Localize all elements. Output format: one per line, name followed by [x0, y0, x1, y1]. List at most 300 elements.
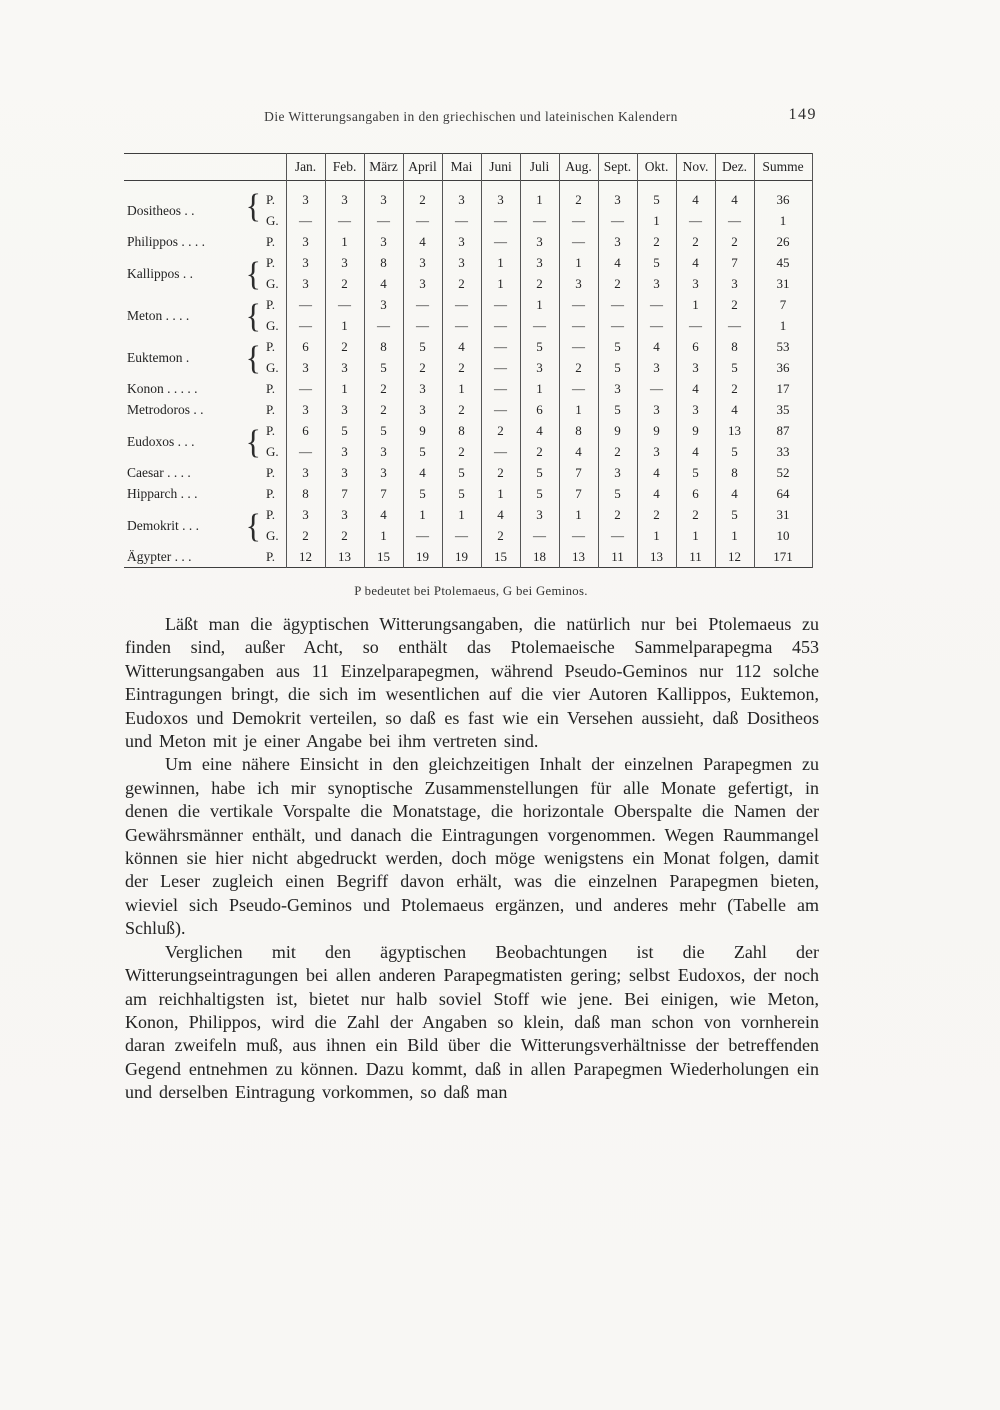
value-cell: 1 — [715, 526, 754, 547]
value-cell: 6 — [676, 337, 715, 358]
table-row — [124, 295, 812, 316]
value-cell: 2 — [559, 181, 598, 211]
value-cell: 2 — [598, 274, 637, 295]
value-cell: 7 — [715, 253, 754, 274]
value-cell: 18 — [520, 547, 559, 568]
value-cell: 1 — [559, 253, 598, 274]
row-name — [124, 463, 258, 484]
value-cell: 3 — [403, 400, 442, 421]
value-cell: — — [481, 358, 520, 379]
value-cell: 2 — [559, 358, 598, 379]
value-cell: 13 — [715, 421, 754, 442]
brace-glyph: { — [245, 337, 261, 376]
value-cell: 2 — [676, 505, 715, 526]
value-cell: 2 — [325, 526, 364, 547]
value-cell: 2 — [715, 379, 754, 400]
value-cell: — — [715, 211, 754, 232]
value-cell: 5 — [676, 463, 715, 484]
column-header: Dez. — [715, 154, 754, 181]
column-header: Mai — [442, 154, 481, 181]
value-cell: 5 — [637, 181, 676, 211]
row-name — [124, 505, 261, 547]
value-cell: 3 — [442, 232, 481, 253]
column-header: März — [364, 154, 403, 181]
source-label: G. — [266, 318, 279, 333]
value-cell: 2 — [364, 400, 403, 421]
value-cell: — — [559, 526, 598, 547]
value-cell: 3 — [325, 181, 364, 211]
value-cell: 4 — [715, 400, 754, 421]
source-label: P. — [266, 486, 276, 501]
value-cell: — — [598, 211, 637, 232]
source-label: P. — [266, 255, 276, 270]
value-cell: — — [481, 337, 520, 358]
row-name — [124, 337, 261, 379]
running-header — [125, 106, 817, 125]
author-name: Konon . . . . . — [127, 381, 198, 396]
value-cell: — — [598, 526, 637, 547]
value-cell: 13 — [559, 547, 598, 568]
column-header: Juni — [481, 154, 520, 181]
value-cell: 4 — [676, 442, 715, 463]
author-name: Metrodoros . . — [127, 402, 204, 417]
value-cell: 1 — [481, 484, 520, 505]
value-cell: 9 — [637, 421, 676, 442]
value-cell: 2 — [442, 358, 481, 379]
author-name: Euktemon . — [127, 349, 190, 365]
source-label: G. — [266, 213, 279, 228]
value-cell: 3 — [442, 253, 481, 274]
value-cell: 3 — [325, 358, 364, 379]
value-cell: — — [637, 316, 676, 337]
value-cell: 15 — [481, 547, 520, 568]
source-label: G. — [266, 276, 279, 291]
value-cell: 3 — [325, 442, 364, 463]
value-cell: 3 — [676, 274, 715, 295]
value-cell: — — [715, 316, 754, 337]
row-name — [124, 295, 261, 337]
value-cell: 5 — [364, 358, 403, 379]
value-cell: 4 — [637, 337, 676, 358]
author-name: Kallippos . . — [127, 265, 193, 281]
value-cell: — — [442, 526, 481, 547]
value-cell: 12 — [286, 547, 325, 568]
value-cell: 5 — [637, 253, 676, 274]
value-cell: — — [598, 295, 637, 316]
value-cell: 7 — [559, 484, 598, 505]
table-caption: P bedeutet bei Ptolemaeus, G bei Geminos. — [354, 584, 588, 598]
value-cell: 1 — [364, 526, 403, 547]
value-cell: 6 — [520, 400, 559, 421]
value-cell: — — [442, 316, 481, 337]
value-cell: 2 — [637, 232, 676, 253]
author-name: Demokrit . . . — [127, 517, 199, 533]
source-label: P. — [266, 234, 276, 249]
value-cell: 1 — [637, 211, 676, 232]
value-cell: — — [559, 379, 598, 400]
value-cell: — — [481, 379, 520, 400]
value-cell: 15 — [364, 547, 403, 568]
paragraph: Um eine nähere Einsicht in den gleichzeitigen Inhalt der einzelnen Parapegmen zu gewinnen, habe ich mir synoptische Zusammenstellungen für alle Monate gefertigt, in denen die vertikale Vorspalte die Monatstage, die horizontale Oberspalte die Namen der Gewährsmänner enthält, und danach die Eintragungen vorgenommen. Wegen Raummangel können sie hier nicht abgedruckt werden, doch möge wenigstens ein Monat folgen, damit der Leser zugleich einen Begriff davon erhält, was die einzelnen Parapegmen bieten, wieviel sich Pseudo-Geminos und Ptolemaeus ergänzen, und anderes mehr (Tabelle am Schluß). — [125, 754, 819, 939]
row-name — [124, 181, 261, 232]
value-cell: 3 — [286, 358, 325, 379]
value-cell: 3 — [598, 379, 637, 400]
value-cell: 3 — [637, 400, 676, 421]
value-cell: 5 — [403, 484, 442, 505]
table-row — [124, 547, 812, 568]
summe-cell: 10 — [754, 526, 812, 547]
value-cell: 8 — [364, 337, 403, 358]
value-cell: 3 — [325, 400, 364, 421]
source-label: G. — [266, 528, 279, 543]
value-cell: — — [442, 295, 481, 316]
value-cell: 4 — [403, 463, 442, 484]
summe-cell: 1 — [754, 316, 812, 337]
value-cell: 6 — [676, 484, 715, 505]
value-cell: 1 — [481, 253, 520, 274]
value-cell: 2 — [481, 463, 520, 484]
value-cell: 3 — [286, 253, 325, 274]
value-cell: 3 — [364, 463, 403, 484]
value-cell: 4 — [364, 274, 403, 295]
value-cell: 8 — [442, 421, 481, 442]
value-cell: 3 — [325, 463, 364, 484]
value-cell: — — [559, 295, 598, 316]
value-cell: — — [559, 211, 598, 232]
value-cell: 5 — [598, 358, 637, 379]
source-label: G. — [266, 360, 279, 375]
value-cell: — — [403, 526, 442, 547]
value-cell: 1 — [559, 400, 598, 421]
value-cell: 8 — [715, 337, 754, 358]
summe-cell: 31 — [754, 505, 812, 526]
source-label: P. — [266, 402, 276, 417]
column-header: Sept. — [598, 154, 637, 181]
value-cell: — — [442, 211, 481, 232]
value-cell: 4 — [598, 253, 637, 274]
value-cell: 3 — [286, 463, 325, 484]
running-header-title: Die Witterungsangaben in den griechischen und lateinischen Kalendern — [264, 109, 678, 124]
value-cell: — — [637, 295, 676, 316]
source-label: P. — [266, 381, 276, 396]
value-cell: 3 — [364, 232, 403, 253]
value-cell: 3 — [325, 505, 364, 526]
value-cell: — — [403, 316, 442, 337]
value-cell: — — [403, 211, 442, 232]
table-row — [124, 463, 812, 484]
table-row — [124, 505, 812, 526]
value-cell: — — [481, 442, 520, 463]
summe-cell: 1 — [754, 211, 812, 232]
value-cell: 2 — [520, 274, 559, 295]
value-cell: 3 — [637, 442, 676, 463]
value-cell: — — [403, 295, 442, 316]
value-cell: 3 — [598, 232, 637, 253]
value-cell: 4 — [676, 253, 715, 274]
value-cell: 2 — [520, 442, 559, 463]
summe-cell: 7 — [754, 295, 812, 316]
value-cell: 2 — [481, 421, 520, 442]
value-cell: 5 — [715, 442, 754, 463]
body-text — [125, 613, 819, 1105]
column-header: Aug. — [559, 154, 598, 181]
value-cell: — — [481, 316, 520, 337]
value-cell: 1 — [676, 526, 715, 547]
value-cell: 5 — [442, 463, 481, 484]
value-cell: — — [559, 232, 598, 253]
value-cell: 4 — [676, 379, 715, 400]
summe-cell: 53 — [754, 337, 812, 358]
source-label: G. — [266, 444, 279, 459]
table-row — [124, 337, 812, 358]
value-cell: 3 — [598, 181, 637, 211]
source-label: P. — [266, 548, 276, 564]
paragraph: Läßt man die ägyptischen Witterungsangaben, die natürlich nur bei Ptolemaeus zu finden sind, außer Acht, so enthält das Ptolemaeische Sammelparapegma 453 Witterungsangaben aus 11 Einzelparapegmen, während Pseudo-Geminos nur 112 solche Eintragungen bringt, die sich im wesentlichen auf die vier Autoren Kallippos, Euktemon, Eudoxos und Demokrit verteilen, so daß es fast wie ein Versehen aussieht, daß Dositheos und Meton mit je einer Angabe bei ihm vertreten sind. — [125, 614, 819, 752]
value-cell: 9 — [676, 421, 715, 442]
summe-cell: 36 — [754, 358, 812, 379]
column-header: Feb. — [325, 154, 364, 181]
author-name: Hipparch . . . — [127, 486, 198, 501]
row-name — [124, 547, 258, 568]
value-cell: — — [559, 316, 598, 337]
page-number: 149 — [788, 106, 817, 123]
value-cell: 1 — [403, 505, 442, 526]
value-cell: 7 — [325, 484, 364, 505]
value-cell: — — [325, 295, 364, 316]
summe-cell: 35 — [754, 400, 812, 421]
value-cell: 3 — [403, 274, 442, 295]
brace-glyph: { — [245, 505, 261, 544]
corner-cell — [124, 154, 258, 181]
value-cell: 4 — [364, 505, 403, 526]
brace-glyph: { — [245, 295, 261, 334]
value-cell: 3 — [286, 232, 325, 253]
summe-cell: 87 — [754, 421, 812, 442]
value-cell: 2 — [442, 274, 481, 295]
summe-cell: 64 — [754, 484, 812, 505]
author-name: Eudoxos . . . — [127, 433, 195, 449]
value-cell: — — [637, 379, 676, 400]
value-cell: — — [520, 211, 559, 232]
column-header: Summe — [754, 154, 812, 181]
value-cell: — — [559, 337, 598, 358]
value-cell: 2 — [676, 232, 715, 253]
value-cell: 7 — [364, 484, 403, 505]
value-cell: 2 — [442, 400, 481, 421]
value-cell: 1 — [481, 274, 520, 295]
value-cell: 4 — [637, 463, 676, 484]
value-cell: 3 — [442, 181, 481, 211]
paragraph: Verglichen mit den ägyptischen Beobachtungen ist die Zahl der Witterungseintragungen bei allen anderen Parapegmatisten gering; selbst Eudoxos, der noch am reichhaltigsten ist, bietet nur halb soviel Stoff wie jene. Bei einigen, wie Meton, Konon, Philippos, wird die Zahl der Angaben so klein, daß man schon von vornherein daran zweifeln muß, aus ihnen ein Bild über die Witterungsverhältnisse der betreffenden Gegend entnehmen zu können. Dazu kommt, daß in allen Parapegmen Wiederholungen ein und derselben Eintragung vorkommen, so daß man — [125, 941, 819, 1103]
value-cell: 9 — [598, 421, 637, 442]
value-cell: 3 — [559, 274, 598, 295]
value-cell: 3 — [637, 274, 676, 295]
table-row — [124, 232, 812, 253]
author-name: Ägypter . . . — [127, 548, 192, 564]
summe-cell: 36 — [754, 181, 812, 211]
value-cell: 3 — [325, 253, 364, 274]
summe-cell: 171 — [754, 547, 812, 568]
value-cell: 2 — [715, 295, 754, 316]
value-cell: — — [481, 295, 520, 316]
value-cell: 1 — [520, 379, 559, 400]
value-cell: 2 — [325, 337, 364, 358]
value-cell: 6 — [286, 421, 325, 442]
value-cell: 12 — [715, 547, 754, 568]
value-cell: — — [325, 211, 364, 232]
value-cell: — — [286, 442, 325, 463]
value-cell: 7 — [559, 463, 598, 484]
value-cell: 5 — [442, 484, 481, 505]
value-cell: 5 — [715, 358, 754, 379]
value-cell: 3 — [520, 232, 559, 253]
value-cell: 3 — [364, 181, 403, 211]
value-cell: 4 — [637, 484, 676, 505]
summe-cell: 52 — [754, 463, 812, 484]
value-cell: 2 — [403, 181, 442, 211]
value-cell: 3 — [676, 400, 715, 421]
value-cell: 2 — [637, 505, 676, 526]
table-row — [124, 484, 812, 505]
brace-glyph: { — [245, 253, 261, 292]
value-cell: 3 — [598, 463, 637, 484]
value-cell: — — [286, 379, 325, 400]
value-cell: 2 — [715, 232, 754, 253]
value-cell: 4 — [676, 181, 715, 211]
column-header: April — [403, 154, 442, 181]
value-cell: — — [676, 316, 715, 337]
table-row — [124, 181, 812, 211]
value-cell: — — [481, 400, 520, 421]
value-cell: 8 — [715, 463, 754, 484]
column-header: Juli — [520, 154, 559, 181]
value-cell: — — [676, 211, 715, 232]
value-cell: — — [364, 316, 403, 337]
value-cell: 13 — [637, 547, 676, 568]
summe-cell: 26 — [754, 232, 812, 253]
value-cell: 4 — [715, 181, 754, 211]
value-cell: 5 — [598, 484, 637, 505]
value-cell: 6 — [286, 337, 325, 358]
value-cell: 4 — [715, 484, 754, 505]
value-cell: 3 — [520, 253, 559, 274]
value-cell: 5 — [403, 442, 442, 463]
source-label: P. — [266, 339, 276, 354]
value-cell: 5 — [598, 337, 637, 358]
value-cell: — — [481, 232, 520, 253]
value-cell: 3 — [364, 442, 403, 463]
weather-observations-table — [124, 153, 813, 568]
value-cell: 5 — [520, 337, 559, 358]
table-row — [124, 421, 812, 442]
value-cell: 1 — [325, 232, 364, 253]
value-cell: — — [286, 295, 325, 316]
value-cell: 1 — [637, 526, 676, 547]
value-cell: 8 — [364, 253, 403, 274]
value-cell: 5 — [598, 400, 637, 421]
value-cell: — — [598, 316, 637, 337]
value-cell: 2 — [598, 442, 637, 463]
brace-glyph: { — [245, 186, 261, 225]
value-cell: 3 — [403, 253, 442, 274]
source-label: P. — [266, 423, 276, 438]
column-header: Jan. — [286, 154, 325, 181]
value-cell: 3 — [637, 358, 676, 379]
summe-cell: 17 — [754, 379, 812, 400]
value-cell: 4 — [520, 421, 559, 442]
value-cell: 1 — [325, 316, 364, 337]
value-cell: 2 — [325, 274, 364, 295]
value-cell: 19 — [442, 547, 481, 568]
value-cell: 5 — [715, 505, 754, 526]
column-header: Okt. — [637, 154, 676, 181]
value-cell: 3 — [286, 400, 325, 421]
table-row — [124, 379, 812, 400]
summe-cell: 45 — [754, 253, 812, 274]
value-cell: 3 — [520, 358, 559, 379]
value-cell: 2 — [403, 358, 442, 379]
value-cell: 3 — [364, 295, 403, 316]
summe-cell: 31 — [754, 274, 812, 295]
source-label: P. — [266, 192, 276, 208]
value-cell: 3 — [403, 379, 442, 400]
value-cell: 1 — [442, 379, 481, 400]
value-cell: 2 — [286, 526, 325, 547]
value-cell: 1 — [520, 295, 559, 316]
value-cell: 5 — [403, 337, 442, 358]
brace-glyph: { — [245, 421, 261, 460]
value-cell: — — [520, 316, 559, 337]
value-cell: 19 — [403, 547, 442, 568]
source-label: P. — [266, 507, 276, 522]
column-header: Nov. — [676, 154, 715, 181]
value-cell: 8 — [286, 484, 325, 505]
value-cell: 4 — [403, 232, 442, 253]
value-cell: 2 — [442, 442, 481, 463]
row-name — [124, 232, 258, 253]
summe-cell: 33 — [754, 442, 812, 463]
row-name — [124, 379, 258, 400]
value-cell: 1 — [559, 505, 598, 526]
value-cell: — — [481, 211, 520, 232]
value-cell: 11 — [676, 547, 715, 568]
table-row — [124, 400, 812, 421]
value-cell: 5 — [520, 463, 559, 484]
value-cell: — — [520, 526, 559, 547]
author-name: Meton . . . . — [127, 307, 190, 323]
value-cell: 5 — [520, 484, 559, 505]
row-name — [124, 253, 261, 295]
value-cell: 3 — [715, 274, 754, 295]
value-cell: 1 — [325, 379, 364, 400]
author-name: Dositheos . . — [127, 202, 195, 218]
author-name: Philippos . . . . — [127, 234, 206, 249]
value-cell: 8 — [559, 421, 598, 442]
source-label: P. — [266, 465, 276, 480]
author-name: Caesar . . . . — [127, 465, 191, 480]
value-cell: 4 — [559, 442, 598, 463]
value-cell: 9 — [403, 421, 442, 442]
corner-label-cell — [258, 154, 286, 181]
value-cell: 5 — [325, 421, 364, 442]
value-cell: 3 — [286, 505, 325, 526]
value-cell: 5 — [364, 421, 403, 442]
value-cell: 2 — [598, 505, 637, 526]
source-label: P. — [266, 297, 276, 312]
value-cell: — — [286, 211, 325, 232]
row-name — [124, 484, 258, 505]
value-cell: — — [286, 316, 325, 337]
